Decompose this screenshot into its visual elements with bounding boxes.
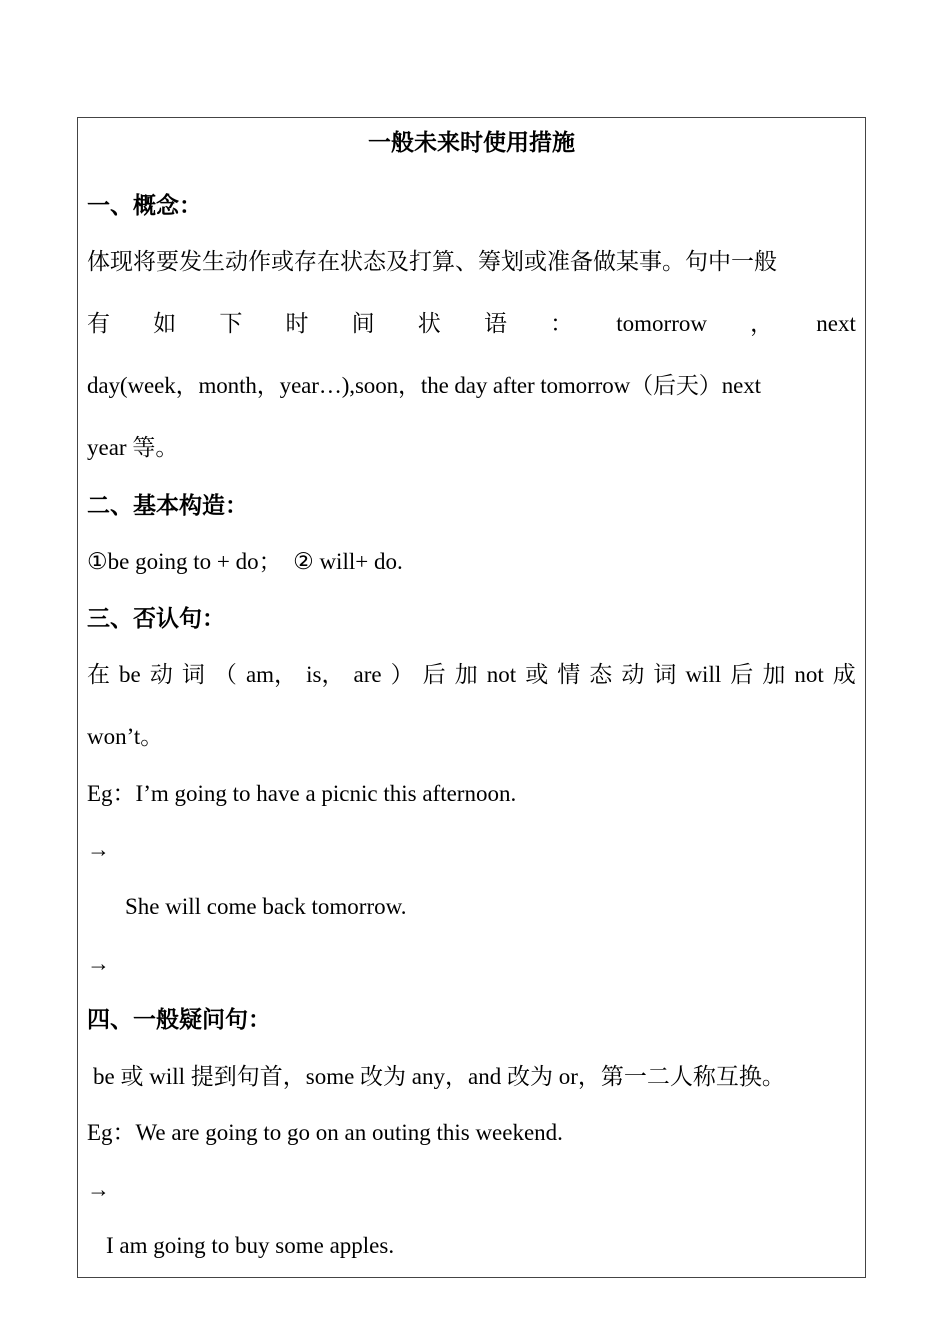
section4-example1: Eg：We are going to go on an outing this weekend. — [87, 1120, 563, 1145]
section2-heading: 二、基本构造： — [87, 493, 248, 518]
token: am， — [245, 662, 298, 687]
token: next — [816, 311, 856, 336]
section3-arrow1: → — [87, 837, 110, 862]
document-box — [77, 117, 866, 1278]
section4-example2: I am going to buy some apples. — [106, 1233, 395, 1258]
section3-example1: Eg：I’m going to have a picnic this afternoon. — [87, 781, 517, 806]
section3-arrow2: → — [87, 951, 110, 976]
section3-line2: won’t。 — [87, 724, 164, 749]
token: 成 — [832, 662, 856, 687]
token: will — [685, 662, 722, 687]
section3-heading: 三、否认句： — [87, 606, 225, 631]
token: ， — [750, 311, 774, 336]
token: not — [486, 662, 517, 687]
token: 如 — [153, 311, 177, 336]
token: 有 — [87, 311, 110, 336]
token: 情 — [557, 662, 581, 687]
token: 间 — [351, 311, 375, 336]
token: 或 — [525, 662, 549, 687]
section2-line1: ①be going to + do； ② will+ do. — [87, 549, 403, 574]
section3-line1 — [87, 660, 856, 690]
token: 词 — [181, 662, 205, 687]
token: 加 — [762, 662, 786, 687]
token: （ — [213, 662, 237, 687]
token: 动 — [621, 662, 645, 687]
token: 加 — [454, 662, 478, 687]
token: is， — [306, 662, 345, 687]
section1-line4: year 等。 — [87, 435, 179, 460]
token: 在 — [87, 662, 110, 687]
document-title: 一般未来时使用措施 — [368, 130, 575, 155]
token: 后 — [422, 662, 446, 687]
token: are — [353, 662, 382, 687]
token: tomorrow — [616, 311, 707, 336]
section4-heading: 四、一般疑问句： — [87, 1007, 271, 1032]
section1-line1: 体现将要发生动作或存在状态及打算、筹划或准备做某事。句中一般 — [87, 249, 777, 274]
token: not — [794, 662, 824, 687]
section4-line1: be 或 will 提到句首，some 改为 any，and 改为 or，第一二人称互换。 — [93, 1064, 785, 1089]
token: be — [119, 662, 141, 687]
token: 时 — [285, 311, 309, 336]
token: 动 — [149, 662, 173, 687]
token: 后 — [730, 662, 754, 687]
token: ： — [550, 311, 574, 336]
token: ） — [390, 662, 414, 687]
token: 态 — [589, 662, 613, 687]
token: 词 — [653, 662, 677, 687]
token: 状 — [417, 311, 441, 336]
section1-line3: day(week，month，year…),soon，the day after tomorrow（后天）next — [87, 373, 761, 398]
token: 下 — [219, 311, 243, 336]
section1-line2 — [87, 309, 856, 339]
section4-arrow1: → — [87, 1177, 110, 1202]
token: 语 — [483, 311, 507, 336]
section1-heading: 一、概念： — [87, 193, 202, 218]
section3-example2: She will come back tomorrow. — [125, 894, 407, 919]
